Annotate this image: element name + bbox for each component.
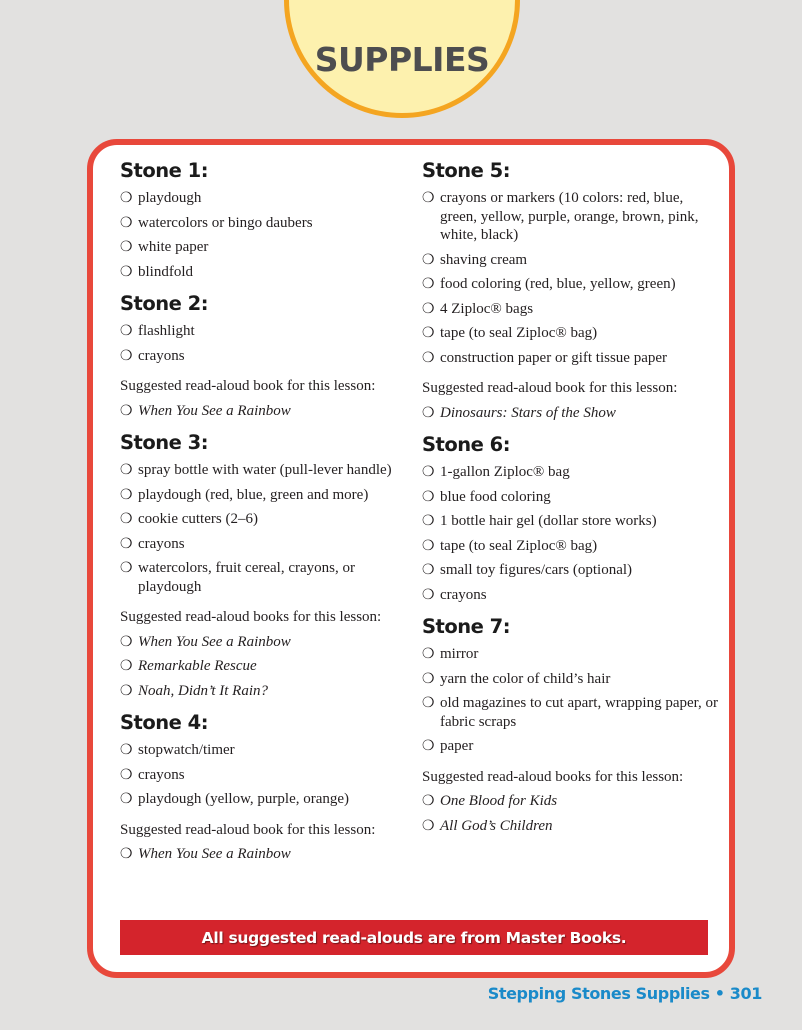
checkbox-icon[interactable]: ❍ <box>120 535 133 552</box>
supply-item <box>120 238 420 257</box>
checkbox-icon[interactable]: ❍ <box>120 214 133 231</box>
supply-item <box>422 645 722 664</box>
checkbox-icon[interactable]: ❍ <box>120 347 133 364</box>
supply-label: crayons <box>138 535 185 552</box>
checkbox-icon[interactable]: ❍ <box>422 488 435 505</box>
supply-label: construction paper or gift tissue paper <box>440 349 668 366</box>
stone-section <box>120 710 420 864</box>
supply-label: blindfold <box>138 263 193 280</box>
book-title: One Blood for Kids <box>440 793 558 809</box>
supply-label: tape (to seal Ziploc® bag) <box>440 325 598 341</box>
supply-item <box>120 790 420 809</box>
supply-item <box>422 324 722 343</box>
stone-heading: Stone 2: <box>120 292 209 315</box>
checkbox-icon[interactable]: ❍ <box>422 513 435 529</box>
book-item <box>120 657 420 676</box>
supply-item <box>422 189 722 245</box>
supply-label: watercolors, fruit cereal, crayons, or playdough <box>138 560 355 595</box>
checkbox-icon[interactable]: ❍ <box>120 791 133 807</box>
supply-item <box>120 322 420 341</box>
supply-label: playdough <box>138 190 202 206</box>
book-title: Remarkable Rescue <box>138 658 257 674</box>
suggested-reading-label: Suggested read-aloud book for this lesson: <box>422 380 678 396</box>
supply-item <box>120 486 420 505</box>
checkbox-icon[interactable]: ❍ <box>120 511 133 527</box>
stone-section <box>422 614 722 835</box>
stone-heading: Stone 3: <box>120 431 209 454</box>
supply-label: spray bottle with water (pull-lever handle) <box>138 462 392 478</box>
supply-label: 1-gallon Ziploc® bag <box>440 464 570 480</box>
checkbox-icon[interactable]: ❍ <box>422 300 435 317</box>
supply-label: crayons or markers (10 colors: red, blue, green, yellow, purple, orange, brown, pink, white, black) <box>440 190 699 243</box>
checkbox-icon[interactable]: ❍ <box>422 325 435 341</box>
supply-label: 1 bottle hair gel (dollar store works) <box>440 513 657 529</box>
left-column <box>120 158 420 870</box>
checkbox-icon[interactable]: ❍ <box>120 323 133 339</box>
supply-item <box>422 488 722 507</box>
checkbox-icon[interactable]: ❍ <box>120 766 133 783</box>
checkbox-icon[interactable]: ❍ <box>422 817 435 834</box>
supply-item <box>422 694 722 731</box>
supply-item <box>422 670 722 689</box>
checkbox-icon[interactable]: ❍ <box>422 562 435 578</box>
supply-item <box>120 559 420 596</box>
supply-item <box>422 537 722 556</box>
checkbox-icon[interactable]: ❍ <box>120 742 133 758</box>
supply-item <box>422 586 722 605</box>
checkbox-icon[interactable]: ❍ <box>120 239 133 255</box>
checkbox-icon[interactable]: ❍ <box>422 537 435 554</box>
book-title: When You See a Rainbow <box>138 402 291 419</box>
book-item <box>120 633 420 652</box>
book-title: Dinosaurs: Stars of the Show <box>440 404 616 421</box>
supply-label: crayons <box>138 766 185 783</box>
checkbox-icon[interactable]: ❍ <box>422 276 435 292</box>
book-title: All God’s Children <box>440 817 553 834</box>
stone-heading: Stone 4: <box>120 711 209 734</box>
checkbox-icon[interactable]: ❍ <box>120 402 133 419</box>
supply-item <box>422 251 722 270</box>
supply-label: old magazines to cut apart, wrapping paper, or fabric scraps <box>440 695 719 730</box>
stone-heading: Stone 5: <box>422 159 511 182</box>
book-item <box>422 817 722 836</box>
checkbox-icon[interactable]: ❍ <box>422 251 435 268</box>
checkbox-icon[interactable]: ❍ <box>120 486 133 503</box>
checkbox-icon[interactable]: ❍ <box>120 560 133 576</box>
supply-item <box>120 189 420 208</box>
supply-label: blue food coloring <box>440 488 551 505</box>
suggested-reading-label: Suggested read-aloud book for this lesson: <box>120 821 376 838</box>
book-title: When You See a Rainbow <box>138 633 291 650</box>
checkbox-icon[interactable]: ❍ <box>422 695 435 711</box>
supply-label: playdough (red, blue, green and more) <box>138 486 369 503</box>
supply-label: mirror <box>440 646 479 662</box>
checkbox-icon[interactable]: ❍ <box>120 846 133 862</box>
stone-heading: Stone 1: <box>120 159 209 182</box>
supply-label: crayons <box>440 586 487 603</box>
book-item <box>120 845 420 864</box>
supply-item <box>120 461 420 480</box>
stone-section <box>422 158 722 422</box>
supply-label: flashlight <box>138 323 195 339</box>
supply-label: small toy figures/cars (optional) <box>440 562 633 578</box>
supply-label: food coloring (red, blue, yellow, green) <box>440 276 676 292</box>
page-footer: Stepping Stones Supplies • 301 <box>487 984 762 1003</box>
supply-item <box>422 463 722 482</box>
checkbox-icon[interactable]: ❍ <box>120 462 133 478</box>
checkbox-icon[interactable]: ❍ <box>422 646 435 662</box>
supply-label: shaving cream <box>440 251 528 268</box>
checkbox-icon[interactable]: ❍ <box>120 263 133 280</box>
book-item <box>422 404 722 423</box>
book-item <box>422 792 722 811</box>
book-title: When You See a Rainbow <box>138 846 291 862</box>
supply-label: tape (to seal Ziploc® bag) <box>440 537 598 554</box>
supply-item <box>120 347 420 366</box>
checkbox-icon[interactable]: ❍ <box>422 464 435 480</box>
book-item <box>120 682 420 701</box>
stone-section <box>120 430 420 700</box>
supply-label: stopwatch/timer <box>138 742 235 758</box>
supply-item <box>422 561 722 580</box>
supply-item <box>120 741 420 760</box>
supply-item <box>422 349 722 368</box>
supply-label: paper <box>440 738 474 754</box>
stone-section <box>422 432 722 604</box>
checkbox-icon[interactable]: ❍ <box>422 738 435 754</box>
checkbox-icon[interactable]: ❍ <box>422 349 435 366</box>
stone-heading: Stone 7: <box>422 615 511 638</box>
supply-item <box>422 275 722 294</box>
checkbox-icon[interactable]: ❍ <box>422 670 435 687</box>
supply-label: white paper <box>138 239 209 255</box>
supply-item <box>422 737 722 756</box>
right-column <box>422 158 722 841</box>
book-title: Noah, Didn’t It Rain? <box>138 682 268 699</box>
stone-section <box>120 291 420 420</box>
supply-item <box>120 214 420 233</box>
page-title: SUPPLIES <box>314 40 490 79</box>
supply-label: cookie cutters (2–6) <box>138 511 258 527</box>
checkbox-icon[interactable]: ❍ <box>422 793 435 809</box>
checkbox-icon[interactable]: ❍ <box>120 190 133 206</box>
checkbox-icon[interactable]: ❍ <box>422 586 435 603</box>
checkbox-icon[interactable]: ❍ <box>422 190 435 206</box>
stone-section <box>120 158 420 281</box>
supply-item <box>120 510 420 529</box>
read-aloud-banner: All suggested read-alouds are from Master Books. <box>120 920 708 955</box>
suggested-reading-label: Suggested read-aloud book for this lesson: <box>120 378 376 394</box>
supply-item <box>120 263 420 282</box>
stone-heading: Stone 6: <box>422 433 511 456</box>
checkbox-icon[interactable]: ❍ <box>120 682 133 699</box>
supply-label: 4 Ziploc® bags <box>440 300 534 317</box>
supply-label: playdough (yellow, purple, orange) <box>138 791 350 807</box>
supply-item <box>422 512 722 531</box>
suggested-reading-label: Suggested read-aloud books for this lesson: <box>120 609 382 625</box>
suggested-reading-label: Suggested read-aloud books for this lesson: <box>422 768 684 785</box>
supply-item <box>120 766 420 785</box>
checkbox-icon[interactable]: ❍ <box>120 658 133 674</box>
supply-label: watercolors or bingo daubers <box>138 214 313 231</box>
book-item <box>120 402 420 421</box>
supply-item <box>422 300 722 319</box>
checkbox-icon[interactable]: ❍ <box>422 404 435 421</box>
supply-label: yarn the color of child’s hair <box>440 670 611 687</box>
supply-label: crayons <box>138 347 185 364</box>
supply-item <box>120 535 420 554</box>
checkbox-icon[interactable]: ❍ <box>120 633 133 650</box>
